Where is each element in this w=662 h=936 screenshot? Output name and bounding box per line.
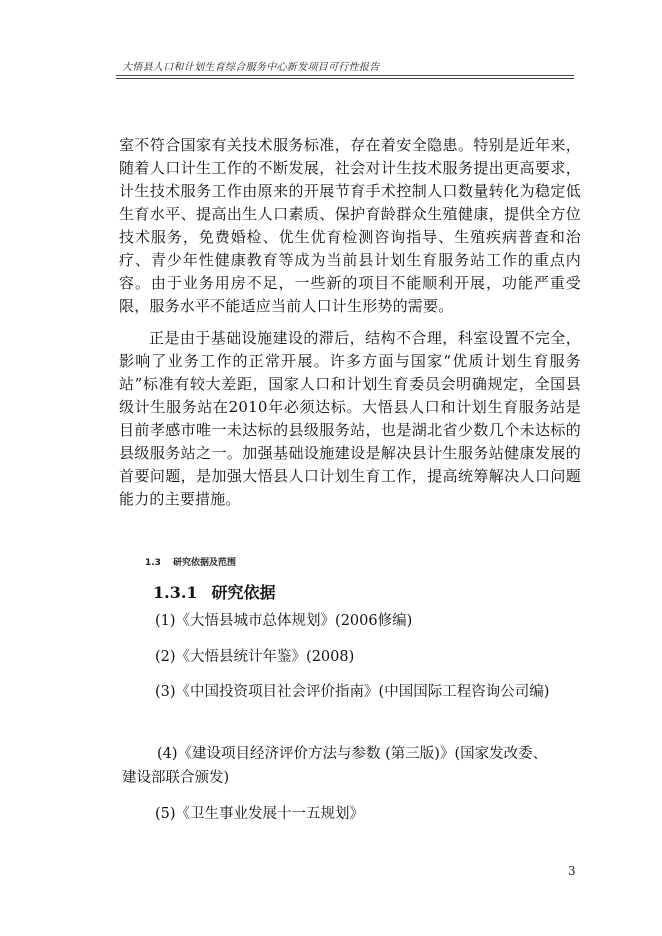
section-number: 1.3.1 xyxy=(153,583,198,602)
reference-item-3: (3)《中国投资项目社会评价指南》(中国国际工程咨询公司编) xyxy=(155,684,550,700)
reference-item-1: (1)《大悟县城市总体规划》(2006修编) xyxy=(155,613,413,629)
reference-item-4-line2: 建设部联合颁发) xyxy=(122,770,230,786)
section-heading xyxy=(153,580,276,603)
subsection-title: 研究依据及范围 xyxy=(172,558,236,568)
reference-item-2: (2)《大悟县统计年鉴》(2008) xyxy=(155,649,355,665)
body-paragraph-2: 正是由于基础设施建设的滞后，结构不合理，科室设置不完全，影响了业务工作的正常开展。许多方面与国家“优质计划生育服务站”标准有较大差距，国家人口和计划生育委员会明确规定，全国县级计生服务站在2010年必须达标。大悟县人口和计划生育服务站是目前孝感市唯一未达标的县级服务站，也是湖北省少数几个未达标的县级服务站之一。加强基础设施建设是解决县计生服务站健康发展的首要问题，是加强大悟县人口计划生育工作，提高统筹解决人口问题能力的主要措施。 xyxy=(119,329,581,508)
reference-item-4 xyxy=(122,742,587,790)
body-paragraph-1: 室不符合国家有关技术服务标准，存在着安全隐患。特别是近年来，随着人口计生工作的不断发展，社会对计生技术服务提出更高要求，计生技术服务工作由原来的开展节育手术控制人口数量转化为稳定低生育水平、提高出生人口素质、保护育龄群众生殖健康，提供全方位技术服务，免费婚检、优生优育检测咨询指导、生殖疾病普查和治疗、青少年性健康教育等成为当前县计划生育服务站工作的重点内容。由于业务用房不足，一些新的项目不能顺利开展，功能严重受限，服务水平不能适应当前人口计生形势的需要。 xyxy=(119,136,581,315)
header-rule-top xyxy=(116,75,574,76)
subsection-number: 1.3 xyxy=(145,558,161,568)
reference-item-4-line1: (4)《建设项目经济评价方法与参数 (第三版)》(国家发改委、 xyxy=(157,746,548,762)
running-header: 大悟县人口和计划生育综合服务中心新发项目可行性报告 xyxy=(122,62,380,73)
header-rule-bottom xyxy=(116,78,574,79)
section-title: 研究依据 xyxy=(211,583,276,602)
reference-item-5: (5)《卫生事业发展十一五规划》 xyxy=(155,806,365,822)
page-number: 3 xyxy=(568,864,576,878)
subsection-heading xyxy=(145,555,236,568)
